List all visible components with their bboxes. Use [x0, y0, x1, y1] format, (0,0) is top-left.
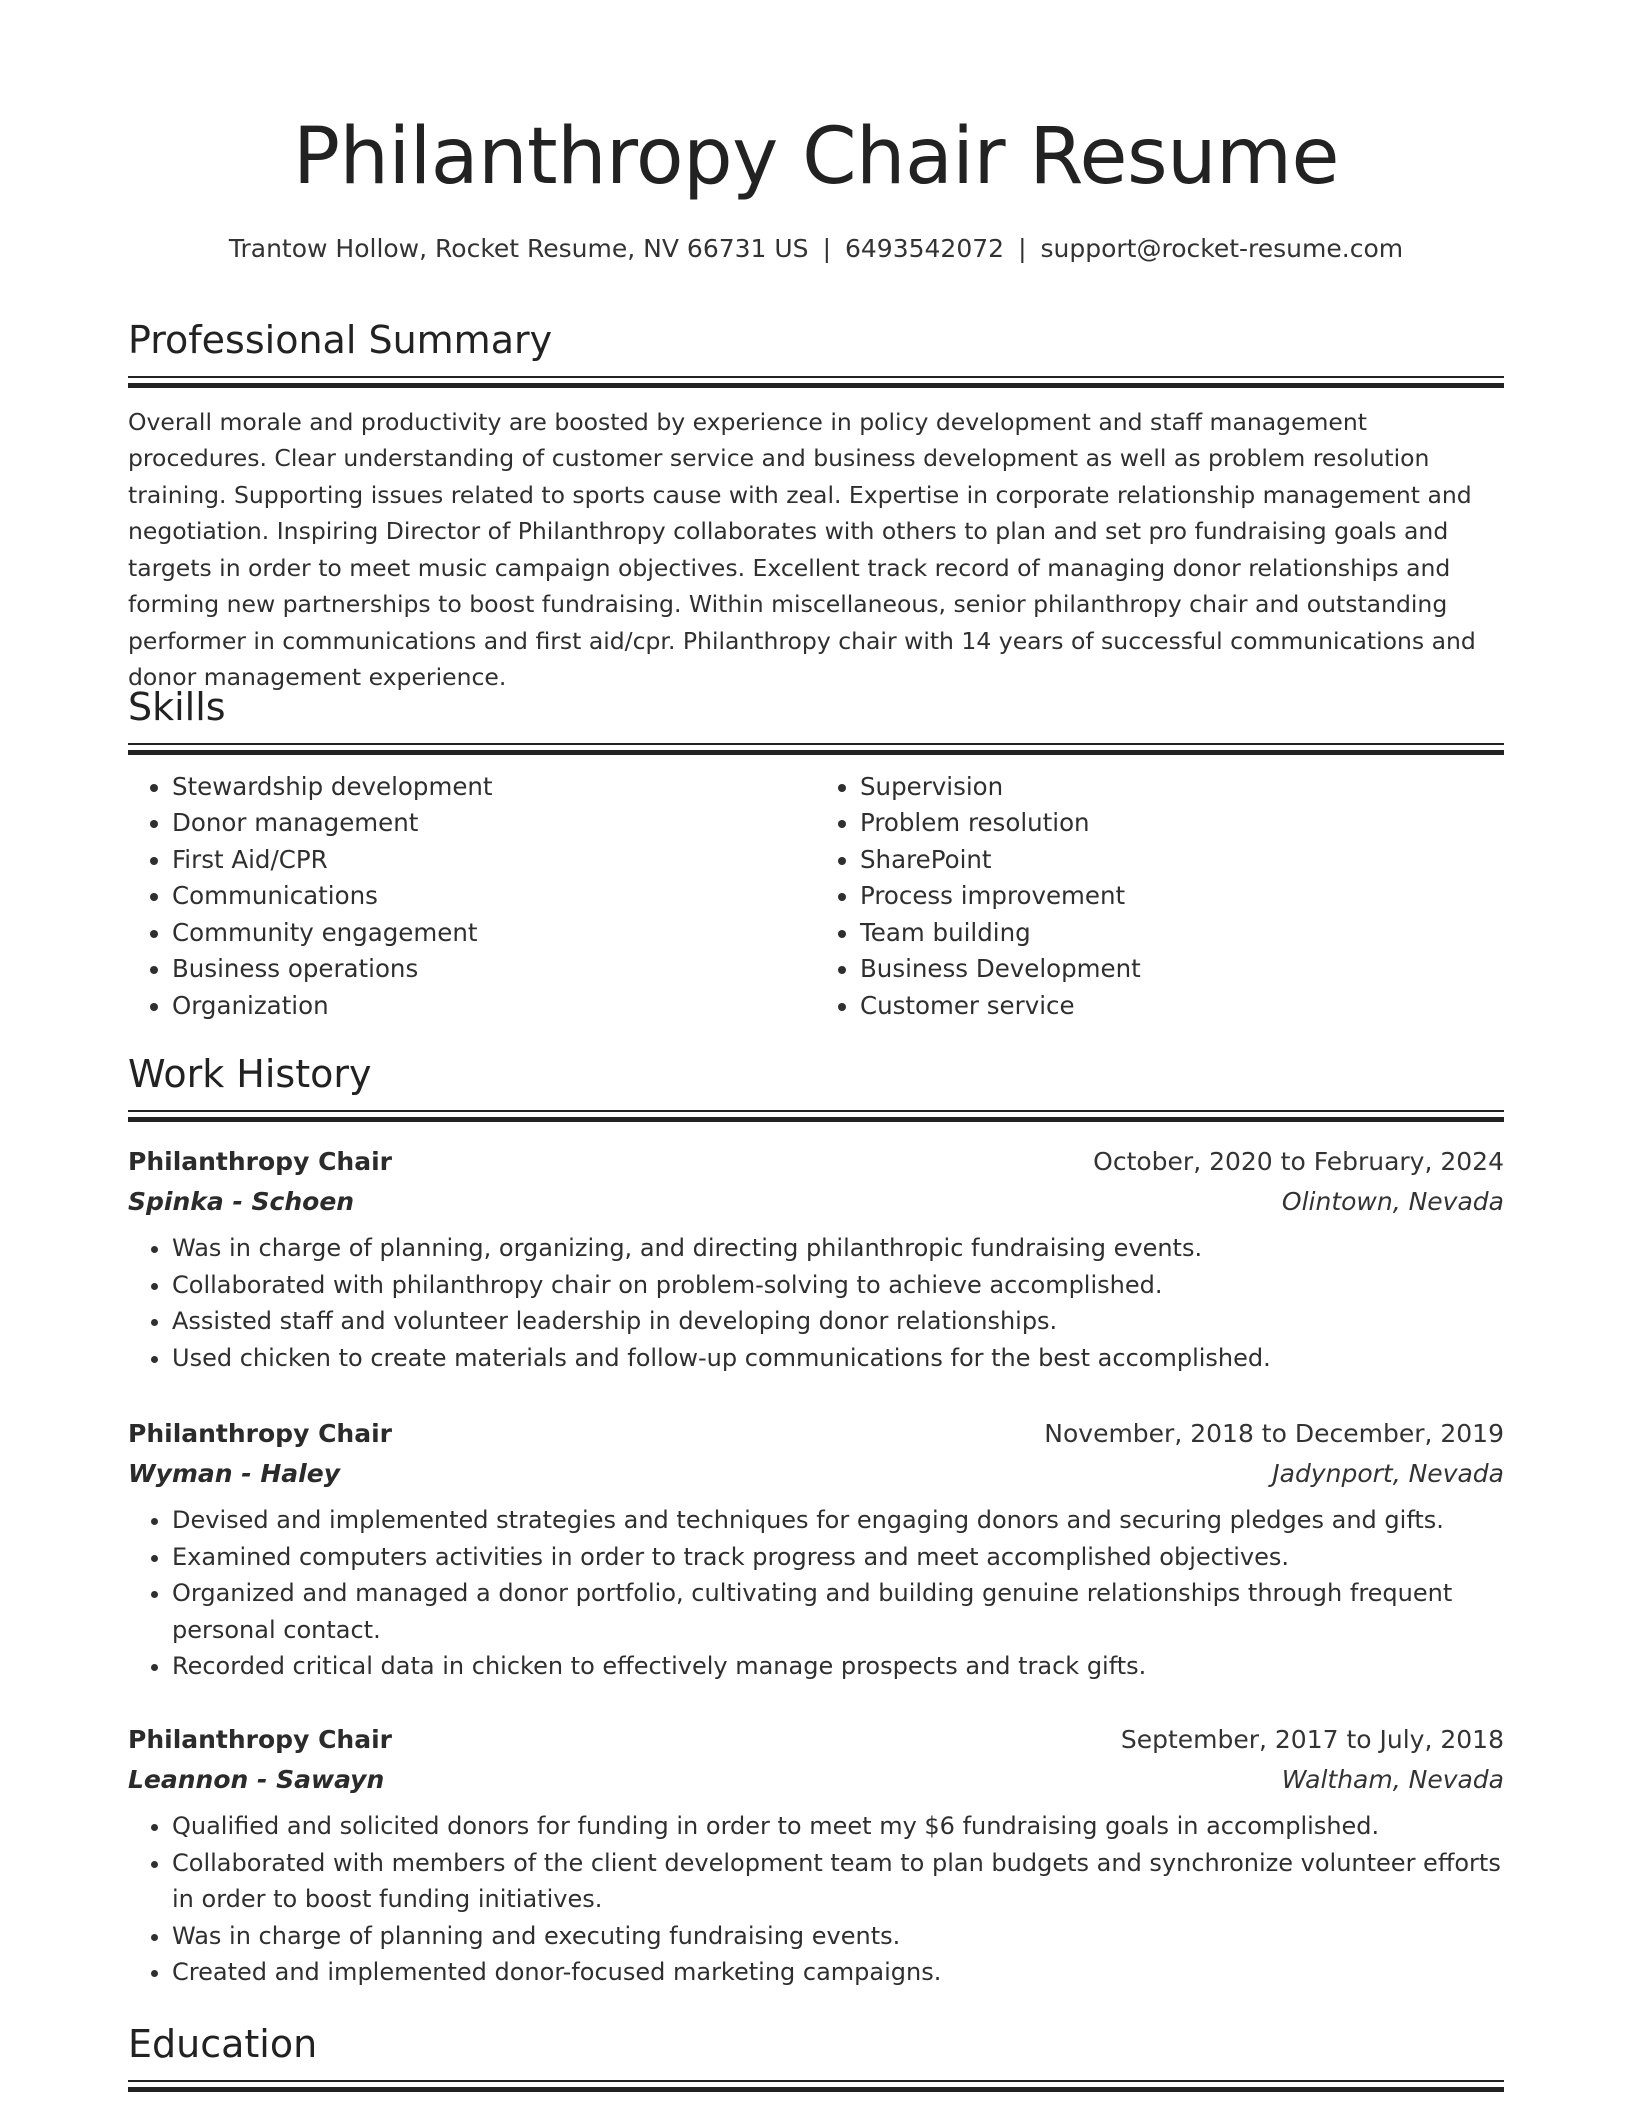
section-title-skills: Skills	[128, 685, 226, 729]
skill-item: • Customer service	[860, 988, 1504, 1025]
job-bullet: • Devised and implemented strategies and techniques for engaging donors and securing pledges and gifts.	[172, 1502, 1504, 1539]
job-company-row	[128, 1454, 1504, 1494]
skill-item: • Organization	[172, 988, 816, 1025]
job-dates: October, 2020 to February, 2024	[1093, 1147, 1504, 1176]
skills-columns	[128, 769, 1504, 1025]
skills-list-left	[128, 769, 816, 1025]
job-bullet: • Created and implemented donor-focused marketing campaigns.	[172, 1954, 1504, 1991]
job-bullet: • Organized and managed a donor portfolio, cultivating and building genuine relationships through frequent personal contact.	[172, 1575, 1504, 1648]
skill-item: • Business operations	[172, 951, 816, 988]
contact-line	[128, 234, 1504, 264]
skill-item: • Donor management	[172, 805, 816, 842]
skill-item: • Problem resolution	[860, 805, 1504, 842]
skill-item: • Stewardship development	[172, 769, 816, 806]
job-location: Jadynport, Nevada	[1272, 1459, 1504, 1488]
section-divider	[128, 1110, 1504, 1120]
resume-title: Philanthropy Chair Resume	[292, 112, 1340, 202]
skill-item: • Communications	[172, 878, 816, 915]
skill-item: • Process improvement	[860, 878, 1504, 915]
skills-list-right	[816, 769, 1504, 1025]
contact-phone: 6493542072	[845, 234, 1005, 263]
job-bullet: • Was in charge of planning and executing fundraising events.	[172, 1918, 1504, 1955]
job-company: Spinka - Schoen	[128, 1187, 355, 1216]
summary-text: Overall morale and productivity are boosted by experience in policy development and staff management procedures. Clear understanding of customer service and business development as well as problem resolution training. Supporting issues related to sports cause with zeal. Expertise in corporate relationship management and negotiation. Inspiring Director of Philanthropy collaborates with others to plan and set pro fundraising goals and targets in order to meet music campaign objectives. Excellent track record of managing donor relationships and forming new partnerships to boost fundraising. Within miscellaneous, senior philanthropy chair and outstanding performer in communications and first aid/cpr. Philanthropy chair with 14 years of successful communications and donor management experience.	[128, 407, 1476, 692]
job-bullet: • Examined computers activities in order to track progress and meet accomplished objectives.	[172, 1539, 1504, 1576]
job-bullet: • Used chicken to create materials and follow-up communications for the best accomplished.	[172, 1340, 1504, 1377]
work-history-section	[128, 1052, 1504, 1120]
skill-item: • Community engagement	[172, 915, 816, 952]
job-title: Philanthropy Chair	[128, 1419, 392, 1448]
section-title-education: Education	[128, 2022, 318, 2066]
job-bullets	[128, 1230, 1504, 1376]
skill-item: • SharePoint	[860, 842, 1504, 879]
professional-summary-section	[128, 318, 1504, 719]
job-location: Olintown, Nevada	[1281, 1187, 1504, 1216]
section-divider	[128, 376, 1504, 386]
job-bullet: • Recorded critical data in chicken to effectively manage prospects and track gifts.	[172, 1648, 1504, 1685]
section-divider	[128, 743, 1504, 753]
section-divider	[128, 2080, 1504, 2090]
skill-item: • Team building	[860, 915, 1504, 952]
job-entry	[128, 1414, 1504, 1685]
resume-page	[128, 0, 1504, 2066]
contact-separator: |	[1018, 234, 1027, 263]
job-bullets	[128, 1808, 1504, 1991]
section-title-work: Work History	[128, 1052, 372, 1096]
job-dates: September, 2017 to July, 2018	[1120, 1725, 1504, 1754]
skill-item: • Supervision	[860, 769, 1504, 806]
job-bullets	[128, 1502, 1504, 1685]
job-bullet: • Collaborated with members of the client development team to plan budgets and synchronize volunteer efforts in order to boost funding initiatives.	[172, 1845, 1504, 1918]
job-location: Waltham, Nevada	[1281, 1765, 1504, 1794]
job-entry	[128, 1142, 1504, 1376]
job-bullet: • Collaborated with philanthropy chair on problem-solving to achieve accomplished.	[172, 1267, 1504, 1304]
contact-email[interactable]: support@rocket-resume.com	[1040, 234, 1404, 263]
job-company: Leannon - Sawayn	[128, 1765, 385, 1794]
education-section	[128, 2022, 1504, 2090]
job-title: Philanthropy Chair	[128, 1147, 392, 1176]
job-title: Philanthropy Chair	[128, 1725, 392, 1754]
skill-item: • Business Development	[860, 951, 1504, 988]
job-header-row	[128, 1720, 1504, 1760]
job-company-row	[128, 1760, 1504, 1800]
contact-address: Trantow Hollow, Rocket Resume, NV 66731 US	[228, 234, 809, 263]
job-bullet: • Assisted staff and volunteer leadership in developing donor relationships.	[172, 1303, 1504, 1340]
job-bullet: • Was in charge of planning, organizing, and directing philanthropic fundraising events.	[172, 1230, 1504, 1267]
job-entry	[128, 1720, 1504, 1991]
job-bullet: • Qualified and solicited donors for funding in order to meet my $6 fundraising goals in accomplished.	[172, 1808, 1504, 1845]
job-company-row	[128, 1182, 1504, 1222]
job-company: Wyman - Haley	[128, 1459, 340, 1488]
skill-item: • First Aid/CPR	[172, 842, 816, 879]
job-header-row	[128, 1414, 1504, 1454]
contact-separator: |	[822, 234, 831, 263]
job-header-row	[128, 1142, 1504, 1182]
skills-section	[128, 685, 1504, 1024]
section-title-summary: Professional Summary	[128, 318, 553, 362]
job-dates: November, 2018 to December, 2019	[1044, 1419, 1504, 1448]
